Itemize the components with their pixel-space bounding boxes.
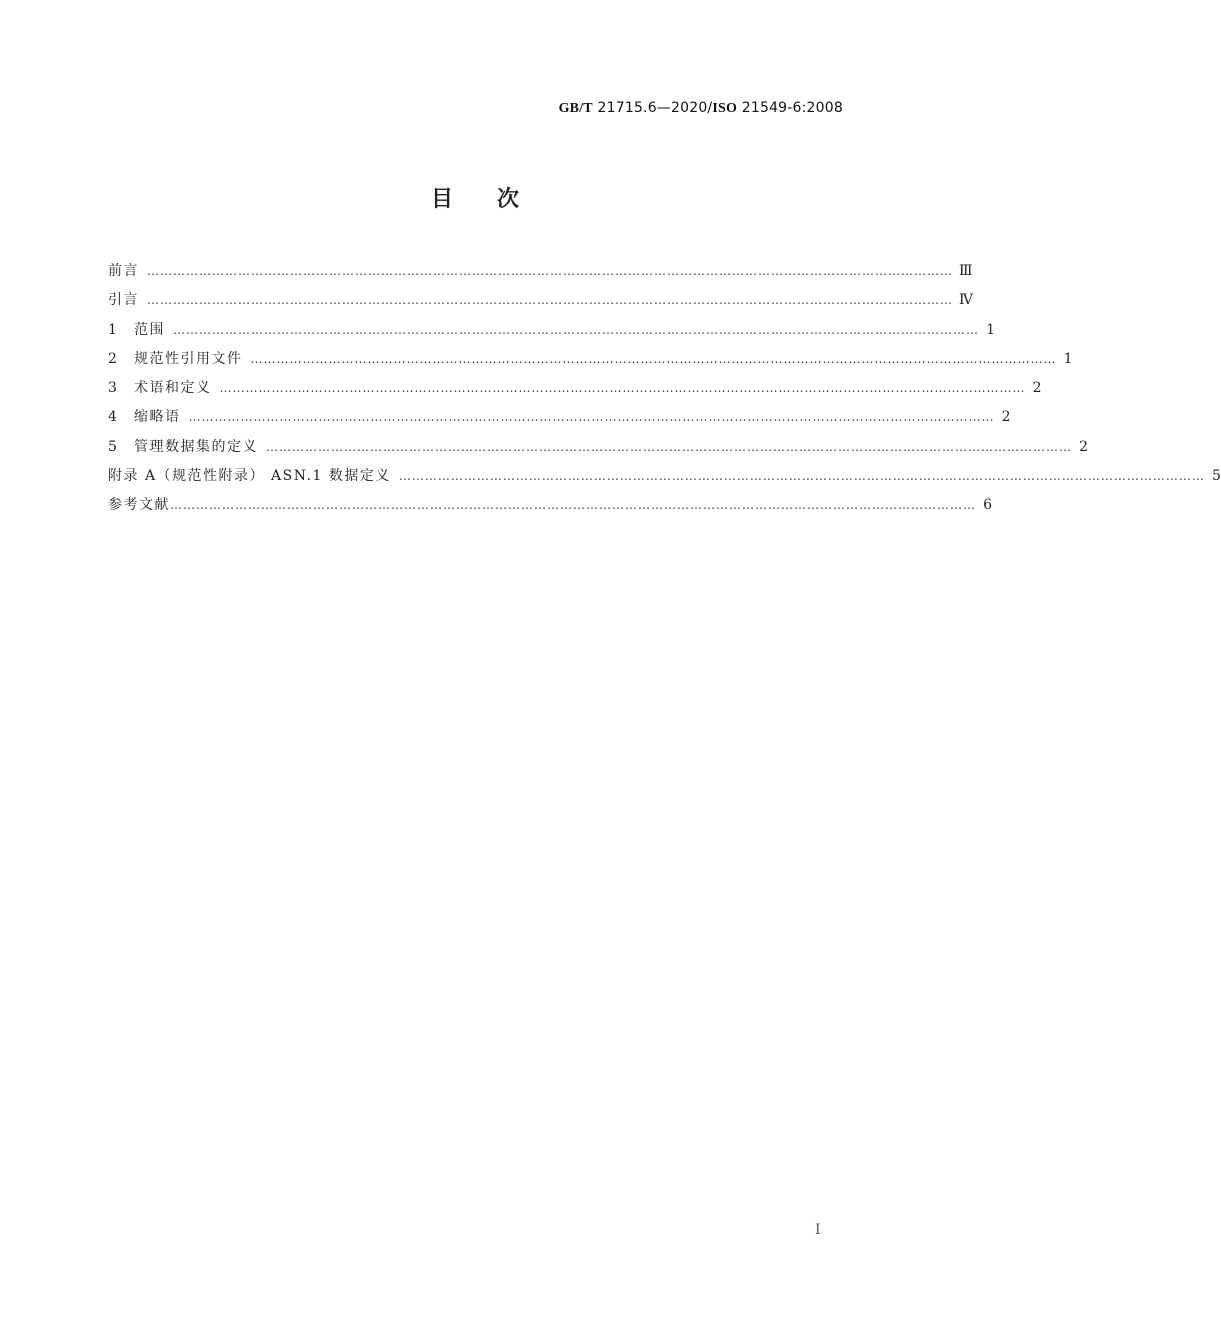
standard-prefix: GB/T [558,101,593,116]
toc-entry-bibliography[interactable] [108,494,992,523]
toc-entry-normative-references[interactable] [108,348,1073,377]
toc-number: 3 [108,380,117,397]
table-of-contents [108,260,1221,524]
toc-label: 术语和定义 [134,380,212,397]
toc-page: 1 [986,321,995,338]
toc-leader: …………………………………………………………………………………………………………………………………………………………………… [266,439,1072,454]
toc-label: 附录 A（规范性附录） ASN.1 数据定义 [108,468,391,485]
toc-page: 1 [1063,350,1073,367]
toc-number: 4 [108,409,117,426]
toc-page: 2 [1001,409,1011,426]
toc-page: Ⅳ [959,292,973,309]
toc-leader: …………………………………………………………………………………………………………………………………………………………………… [170,498,976,513]
toc-page: 5 [1211,468,1221,485]
toc-leader: …………………………………………………………………………………………………………………………………………………………………… [173,322,979,337]
toc-entry-introduction[interactable] [108,289,973,318]
toc-entry-abbreviations[interactable] [108,406,1011,435]
toc-page: 2 [1079,438,1088,455]
toc-label: 前言 [108,263,139,279]
toc-label: 规范性引用文件 [134,350,243,367]
toc-entry-foreword[interactable] [108,260,973,289]
toc-label: 缩略语 [134,409,181,426]
toc-label: 管理数据集的定义 [134,438,258,455]
toc-number: 2 [108,350,117,367]
toc-entry-scope[interactable] [108,319,995,348]
toc-page: Ⅲ [959,263,973,279]
toc-label: 引言 [108,292,139,309]
toc-number: 1 [108,321,117,338]
toc-leader: …………………………………………………………………………………………………………………………………………………………………… [188,410,995,425]
title-char-2: 次 [497,187,520,212]
toc-page: 2 [1032,380,1042,397]
standard-header [559,100,843,117]
toc-entry-annex-a[interactable] [108,465,1221,494]
standard-number: 21715.6—2020/ [592,100,713,116]
toc-entry-dataset-definition[interactable] [108,436,1088,465]
title-char-1: 目 [430,187,453,212]
toc-leader: …………………………………………………………………………………………………………………………………………………………………… [219,381,1026,396]
toc-page: 6 [983,497,992,514]
page-title [0,182,950,213]
toc-leader: …………………………………………………………………………………………………………………………………………………………………… [398,469,1205,484]
toc-label: 参考文献 [108,497,170,514]
toc-number: 5 [108,438,117,455]
toc-leader: …………………………………………………………………………………………………………………………………………………………………… [147,293,953,308]
iso-prefix: ISO [712,101,738,116]
toc-leader: …………………………………………………………………………………………………………………………………………………………………… [250,351,1057,366]
toc-leader: …………………………………………………………………………………………………………………………………………………………………… [147,264,953,278]
toc-entry-terms-definitions[interactable] [108,377,1042,406]
footer-page-number: I [815,1222,821,1238]
toc-label: 范围 [134,321,165,338]
iso-number: 21549-6:2008 [737,100,843,116]
